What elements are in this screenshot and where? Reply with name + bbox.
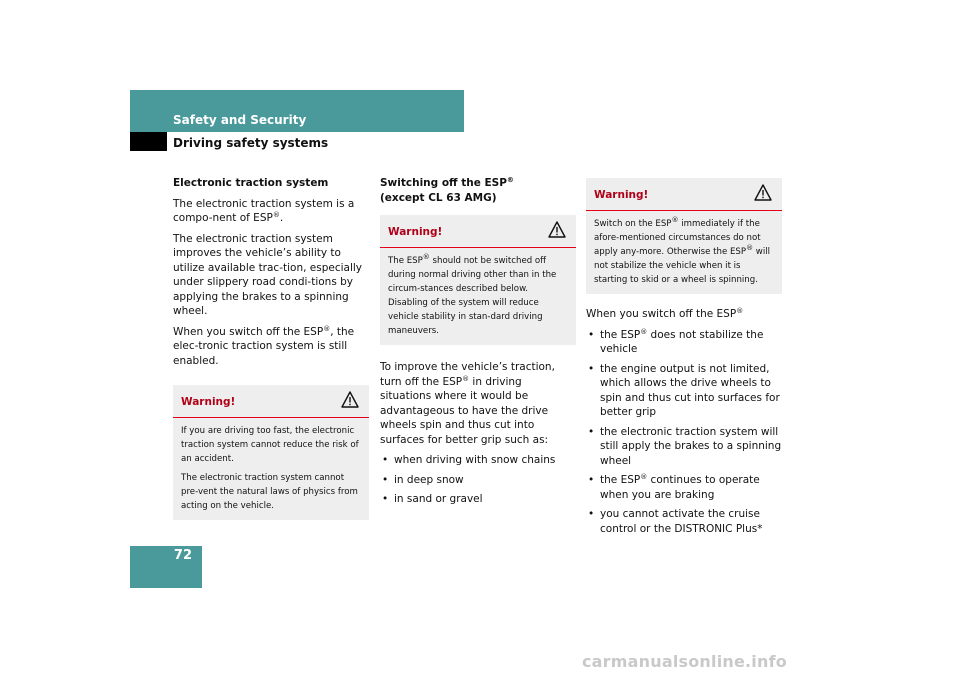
bullet-list	[586, 328, 782, 537]
warning-body	[380, 248, 576, 345]
paragraph: To improve the vehicle’s traction, turn off the ESP® in driving situations where it would be advantageous to have the drive wheels spin and thus cut into surfaces for better grip such as:	[380, 361, 555, 446]
warning-triangle-icon	[754, 184, 772, 206]
warning-box	[173, 385, 369, 520]
paragraph: The electronic traction system improves the vehicle’s ability to utilize available trac-tion, especially under slippery road condi-tions by applying the brakes to a spinning wheel.	[173, 232, 363, 317]
warning-triangle-icon	[341, 391, 359, 413]
column-2	[380, 176, 576, 512]
paragraph: When you switch off the ESP®	[586, 307, 744, 320]
list-item: • in sand or gravel	[380, 492, 576, 507]
section-title: Safety and Security	[173, 113, 307, 127]
page-number: 72	[173, 548, 192, 563]
list-item: • you cannot activate the cruise control or the DISTRONIC Plus*	[586, 507, 782, 536]
watermark: carmanualsonline.info	[582, 652, 787, 671]
warning-header	[586, 178, 782, 211]
warning-triangle-icon	[548, 221, 566, 243]
paragraph: The electronic traction system is a compo-nent of ESP®.	[173, 197, 355, 224]
warning-header	[173, 385, 369, 418]
list-item: • when driving with snow chains	[380, 453, 576, 468]
warning-text: Switch on the ESP® immediately if the afore-mentioned circumstances do not apply any-more. Otherwise the ESP® will not stabilize the vehicle when it is starting to skid or a wheel is spinning.	[594, 216, 771, 285]
list-item: • the ESP® continues to operate when you are braking	[586, 473, 782, 502]
warning-body	[586, 211, 782, 294]
warning-body	[173, 418, 369, 520]
warning-text: The electronic traction system cannot pre-vent the natural laws of physics from acting on the vehicle.	[181, 473, 358, 511]
warning-label: Warning!	[594, 189, 649, 201]
warning-text: The ESP® should not be switched off during normal driving other than in the circum-stances described below. Disabling of the system will reduce vehicle stability in stan-dard driving maneuvers.	[388, 253, 557, 336]
list-item: • in deep snow	[380, 473, 576, 488]
list-item: • the electronic traction system will still apply the brakes to a spinning wheel	[586, 425, 782, 469]
heading-electronic-traction: Electronic traction system	[173, 177, 329, 189]
warning-label: Warning!	[388, 226, 443, 238]
heading-switching-off-esp: Switching off the ESP®	[380, 176, 514, 189]
bullet-list	[380, 453, 576, 507]
column-3	[586, 178, 782, 541]
warning-box	[380, 215, 576, 345]
paragraph: When you switch off the ESP®, the elec-tronic traction system is still enabled.	[173, 324, 355, 367]
section-subtitle: Driving safety systems	[173, 136, 329, 150]
warning-text: If you are driving too fast, the electronic traction system cannot reduce the risk of an accident.	[181, 426, 359, 464]
list-item: • the engine output is not limited, which allows the drive wheels to spin and thus cut into surfaces for better grip	[586, 362, 782, 420]
warning-box	[586, 178, 782, 294]
column-1	[173, 176, 369, 520]
heading-except-amg: (except CL 63 AMG)	[380, 191, 497, 204]
warning-label: Warning!	[181, 396, 236, 408]
header-marker	[130, 132, 167, 151]
warning-header	[380, 215, 576, 248]
list-item: • the ESP® does not stabilize the vehicle	[586, 328, 782, 357]
